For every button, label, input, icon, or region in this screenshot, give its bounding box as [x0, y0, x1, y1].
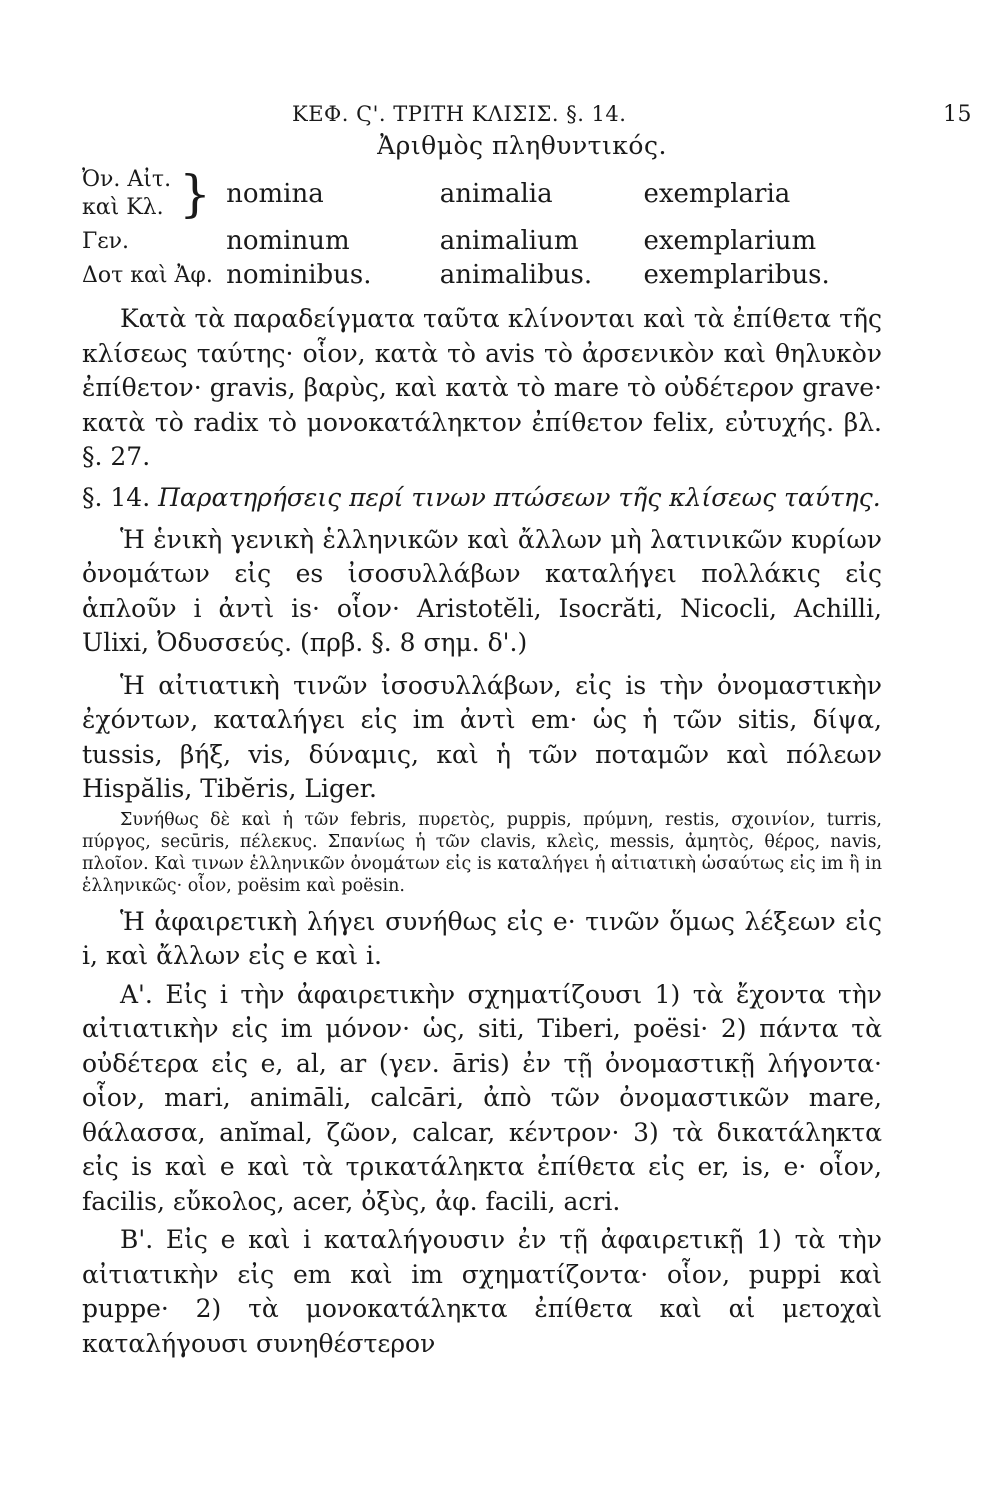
running-head — [292, 102, 972, 127]
case-label: Δοτ καὶ Ἀφ. — [82, 262, 213, 288]
paragraph-rule-a: Α'. Εἰς i τὴν ἀφαιρετικὴν σχηματίζουσι 1) τὰ ἔχοντα τὴν αἰτιατικὴν εἰς im μόνον· ὡς, siti, Tiberi, poësi· 2) πάντα τὰ οὐδέτερα εἰς e, al, ar (γεν. āris) ἐν τῇ ὀνομαστικῇ λήγοντα· οἷον, mari, animāli, calcāri, ἀπὸ τῶν ὀνομαστικῶν mare, θάλασσα, anĭmal, ζῶον, calcar, κέντρον· 3) τὰ δικατάληκτα εἰς is καὶ e καὶ τὰ τρικατάληκτα ἐπίθετα εἰς er, is, e· οἷον, facilis, εὔκολος, acer, ὀξὺς, ἀφ. facili, acri. — [82, 979, 882, 1216]
form-nomina: nomina — [226, 179, 324, 209]
case-label: Γεν. — [82, 228, 130, 254]
form-exemplaribus: exemplaribus. — [643, 260, 830, 290]
paragraph-rule-b: Β'. Εἰς e καὶ i καταλήγουσιν ἐν τῇ ἀφαιρετικῇ 1) τὰ τὴν αἰτιατικὴν εἰς em καὶ im σχηματίζοντα· οἷον, puppi καὶ puppe· 2) τὰ μονοκατάληκτα ἐπίθετα καὶ αἱ μετοχαὶ καταλήγουσι συνηθέστερον — [82, 1225, 882, 1358]
form-animalibus: animalibus. — [439, 260, 593, 290]
declension-row-genitive — [82, 224, 882, 258]
paragraph-accusative: Ἡ αἰτιατικὴ τινῶν ἰσοσυλλάβων, εἰς is τὴν ὀνομαστικὴν ἐχόντων, καταλήγει εἰς im ἀντὶ em· ὡς ἡ τῶν sitis, δίψα, tussis, βήξ, vis, δύναμις, καὶ ἡ τῶν ποταμῶν καὶ πόλεων Hispălis, Tibĕris, Liger. — [82, 670, 882, 803]
form-animalium: animalium — [439, 226, 579, 256]
form-exemplaria: exemplaria — [643, 179, 791, 209]
section-title: Παρατηρήσεις περί τινων πτώσεων τῆς κλίσεως ταύτης. — [158, 482, 881, 512]
form-nominibus: nominibus. — [226, 260, 372, 290]
declension-row-dative-ablative — [82, 258, 882, 292]
paragraph-genitive: Ἡ ἑνικὴ γενικὴ ἑλληνικῶν καὶ ἄλλων μὴ λατινικῶν κυρίων ὀνομάτων εἰς es ἰσοσυλλάβων καταλήγει πολλάκις εἰς ἁπλοῦν i ἀντὶ is· οἷον· Aristotĕli, Isocrăti, Nicocli, Achilli, Ulixi, Ὀδυσσεύς. (πρβ. §. 8 σημ. δ'.) — [82, 524, 882, 657]
declension-table — [82, 164, 882, 292]
chapter-heading: ΚΕΦ. Ϛ'. ΤΡΙΤΗ ΚΛΙΣΙΣ. §. 14. — [292, 102, 627, 126]
section-number: §. 14. — [82, 482, 151, 512]
case-label-line2: καὶ Κλ. — [82, 195, 164, 220]
paragraph-ablative: Ἡ ἀφαιρετικὴ λήγει συνήθως εἰς e· τινῶν ὅμως λέξεων εἰς i, καὶ ἄλλων εἰς e καὶ i. — [82, 906, 882, 970]
case-label-line1: Ὀν. Αἰτ. — [82, 167, 172, 192]
form-animalia: animalia — [439, 179, 553, 209]
form-exemplarium: exemplarium — [643, 226, 817, 256]
paragraph-adjectives: Κατὰ τὰ παραδείγματα ταῦτα κλίνονται καὶ τὰ ἐπίθετα τῆς κλίσεως ταύτης· οἷον, κατὰ τὸ avis τὸ ἀρσενικὸν καὶ θηλυκὸν ἐπίθετον· gravis, βαρὺς, καὶ κατὰ τὸ mare τὸ οὐδέτερον grave· κατὰ τὸ radix τὸ μονοκατάληκτον ἐπίθετον felix, εὐτυχής. βλ. §. 27. — [82, 304, 882, 471]
declension-row-nominative — [82, 164, 882, 224]
section-heading — [82, 481, 882, 515]
book-page — [82, 96, 972, 1361]
brace-icon: } — [179, 165, 211, 223]
case-label — [82, 166, 226, 222]
page-number: 15 — [943, 102, 972, 127]
plural-title: Ἀριθμὸς πληθυντικός. — [377, 131, 667, 160]
form-nominum: nominum — [226, 226, 350, 256]
footnote-accusative: Συνήθως δὲ καὶ ἡ τῶν febris, πυρετὸς, puppis, πρύμνη, restis, σχοινίον, turris, πύργος, secūris, πέλεκυς. Σπανίως ἡ τῶν clavis, κλεὶς, messis, ἀμητὸς, θέρος, navis, πλοῖον. Καὶ τινων ἑλληνικῶν ὀνομάτων εἰς is καταλήγει ἡ αἰτιατικὴ ὡσαύτως εἰς im ἢ in ἑλληνικῶς· οἷον, poësim καὶ poësin. — [82, 809, 882, 896]
